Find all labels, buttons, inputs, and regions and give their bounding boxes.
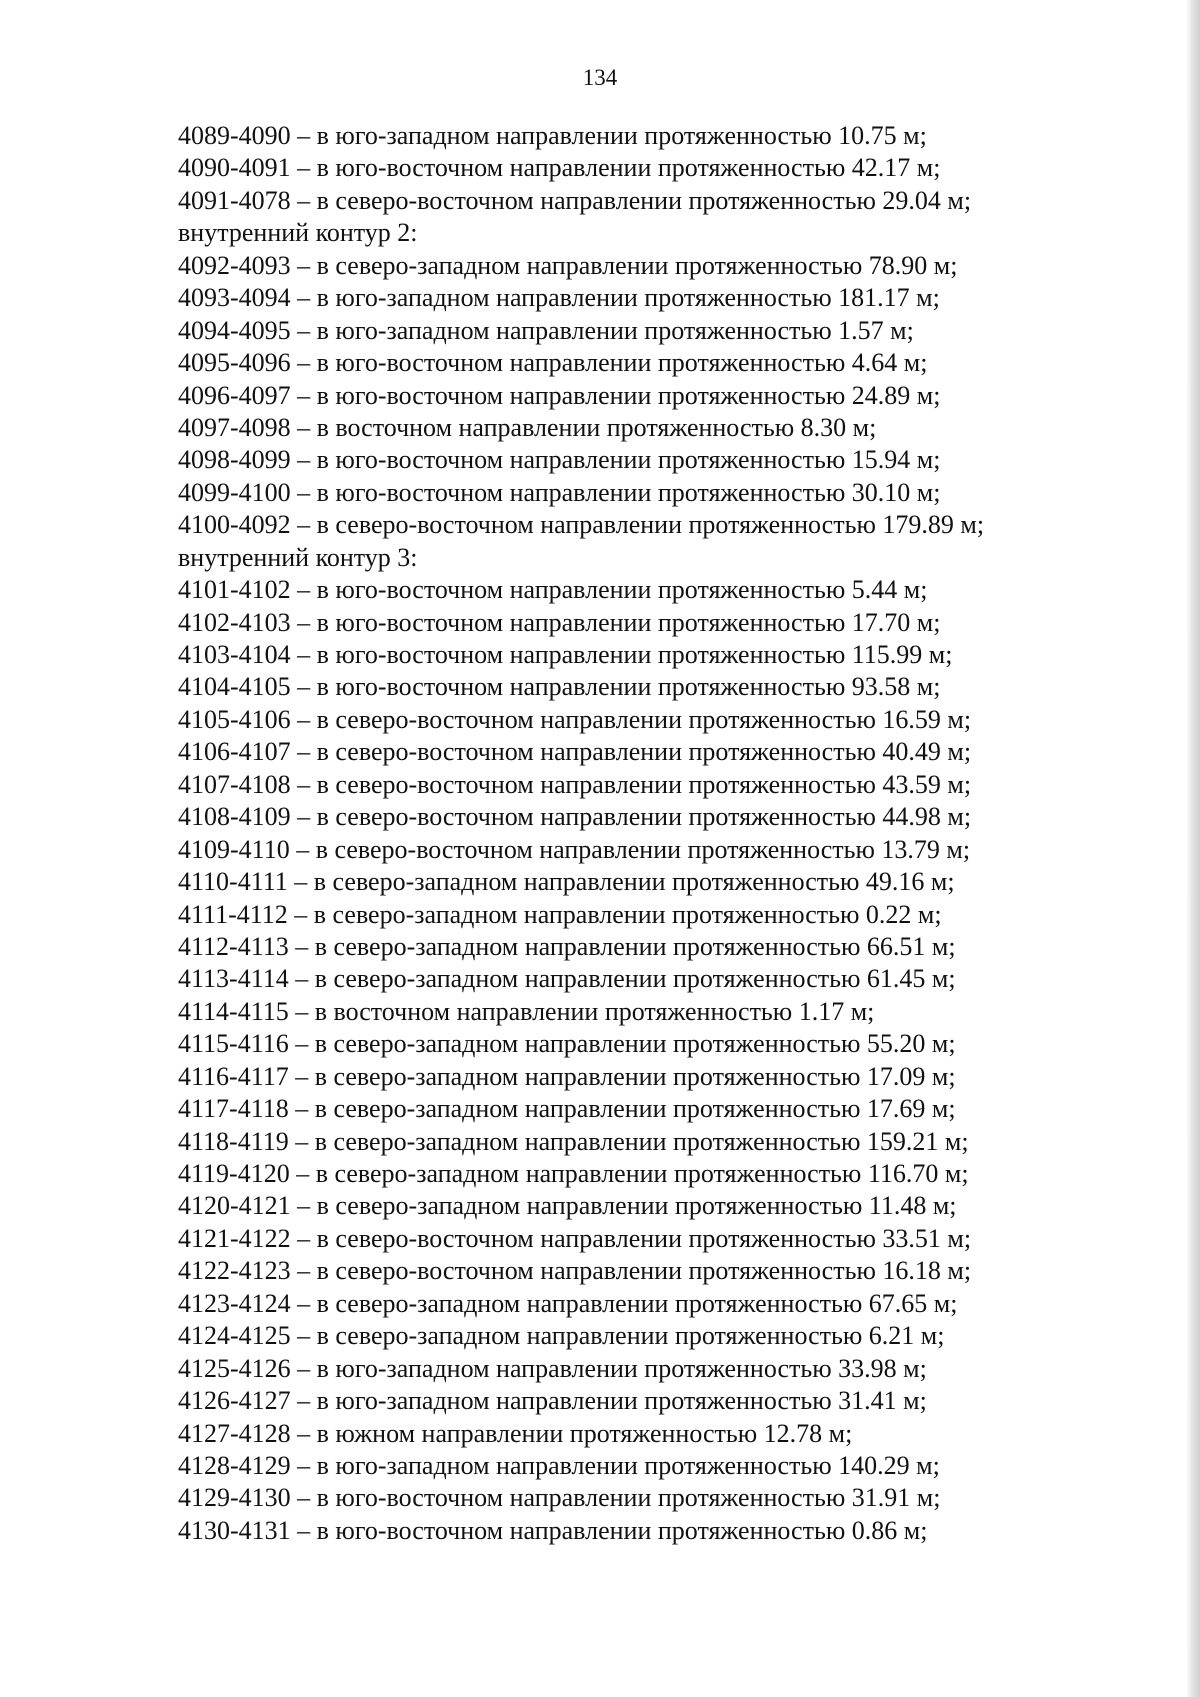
segment-line: 4129-4130 – в юго-восточном направлении протяженностью 31.91 м; — [178, 1483, 941, 1513]
segment-line: 4126-4127 – в юго-западном направлении протяженностью 31.41 м; — [178, 1386, 927, 1416]
segment-line: 4100-4092 – в северо-восточном направлении протяженностью 179.89 м; — [178, 510, 985, 540]
segment-line: 4114-4115 – в восточном направлении протяженностью 1.17 м; — [178, 996, 875, 1026]
contour-heading: внутренний контур 3: — [178, 542, 418, 572]
segment-line: 4108-4109 – в северо-восточном направлении протяженностью 44.98 м; — [178, 802, 972, 832]
segment-line: 4092-4093 – в северо-западном направлении протяженностью 78.90 м; — [178, 250, 958, 280]
boundary-description-list — [178, 120, 1138, 1547]
segment-line: 4094-4095 – в юго-западном направлении протяженностью 1.57 м; — [178, 315, 914, 345]
segment-line: 4125-4126 – в юго-западном направлении протяженностью 33.98 м; — [178, 1353, 927, 1383]
segment-line: 4122-4123 – в северо-восточном направлении протяженностью 16.18 м; — [178, 1256, 972, 1286]
segment-line: 4119-4120 – в северо-западном направлении протяженностью 116.70 м; — [178, 1159, 969, 1188]
segment-line: 4098-4099 – в юго-восточном направлении протяженностью 15.94 м; — [178, 445, 941, 475]
segment-line: 4124-4125 – в северо-западном направлении протяженностью 6.21 м; — [178, 1321, 945, 1351]
segment-line: 4091-4078 – в северо-восточном направлении протяженностью 29.04 м; — [178, 185, 972, 215]
segment-line: 4099-4100 – в юго-восточном направлении протяженностью 30.10 м; — [178, 477, 941, 507]
segment-line: 4106-4107 – в северо-восточном направлении протяженностью 40.49 м; — [178, 737, 972, 767]
segment-line: 4118-4119 – в северо-западном направлении протяженностью 159.21 м; — [178, 1126, 969, 1156]
segment-line: 4096-4097 – в юго-восточном направлении протяженностью 24.89 м; — [178, 380, 941, 410]
segment-line: 4103-4104 – в юго-восточном направлении протяженностью 115.99 м; — [178, 640, 953, 669]
segment-line: 4109-4110 – в северо-восточном направлении протяженностью 13.79 м; — [178, 834, 971, 864]
segment-line: 4095-4096 – в юго-восточном направлении протяженностью 4.64 м; — [178, 348, 928, 378]
segment-line: 4117-4118 – в северо-западном направлении протяженностью 17.69 м; — [178, 1094, 956, 1124]
segment-line: 4113-4114 – в северо-западном направлении протяженностью 61.45 м; — [178, 964, 956, 994]
segment-line: 4123-4124 – в северо-западном направлении протяженностью 67.65 м; — [178, 1288, 958, 1318]
segment-line: 4112-4113 – в северо-западном направлении протяженностью 66.51 м; — [178, 931, 956, 961]
segment-line: 4121-4122 – в северо-восточном направлении протяженностью 33.51 м; — [178, 1223, 972, 1253]
segment-line: 4097-4098 – в восточном направлении протяженностью 8.30 м; — [178, 412, 877, 442]
segment-line: 4130-4131 – в юго-восточном направлении протяженностью 0.86 м; — [178, 1515, 928, 1545]
segment-line: 4093-4094 – в юго-западном направлении протяженностью 181.17 м; — [178, 283, 940, 313]
page-number: 134 — [582, 65, 618, 90]
segment-line: 4111-4112 – в северо-западном направлении протяженностью 0.22 м; — [178, 899, 942, 929]
segment-line: 4089-4090 – в юго-западном направлении протяженностью 10.75 м; — [178, 121, 927, 150]
contour-heading: внутренний контур 2: — [178, 218, 418, 248]
segment-line: 4107-4108 – в северо-восточном направлении протяженностью 43.59 м; — [178, 769, 972, 799]
segment-line: 4110-4111 – в северо-западном направлении протяженностью 49.16 м; — [178, 867, 955, 897]
segment-line: 4115-4116 – в северо-западном направлении протяженностью 55.20 м; — [178, 1029, 956, 1059]
segment-line: 4120-4121 – в северо-западном направлении протяженностью 11.48 м; — [178, 1191, 957, 1221]
segment-line: 4090-4091 – в юго-восточном направлении протяженностью 42.17 м; — [178, 153, 941, 183]
segment-line: 4104-4105 – в юго-восточном направлении протяженностью 93.58 м; — [178, 672, 941, 702]
scan-edge-shadow — [1186, 0, 1200, 1697]
segment-line: 4101-4102 – в юго-восточном направлении протяженностью 5.44 м; — [178, 575, 928, 605]
segment-line: 4116-4117 – в северо-западном направлении протяженностью 17.09 м; — [178, 1061, 956, 1091]
segment-line: 4105-4106 – в северо-восточном направлении протяженностью 16.59 м; — [178, 704, 972, 734]
segment-line: 4102-4103 – в юго-восточном направлении протяженностью 17.70 м; — [178, 607, 941, 637]
segment-line: 4128-4129 – в юго-западном направлении протяженностью 140.29 м; — [178, 1450, 940, 1480]
segment-line: 4127-4128 – в южном направлении протяженностью 12.78 м; — [178, 1418, 853, 1448]
